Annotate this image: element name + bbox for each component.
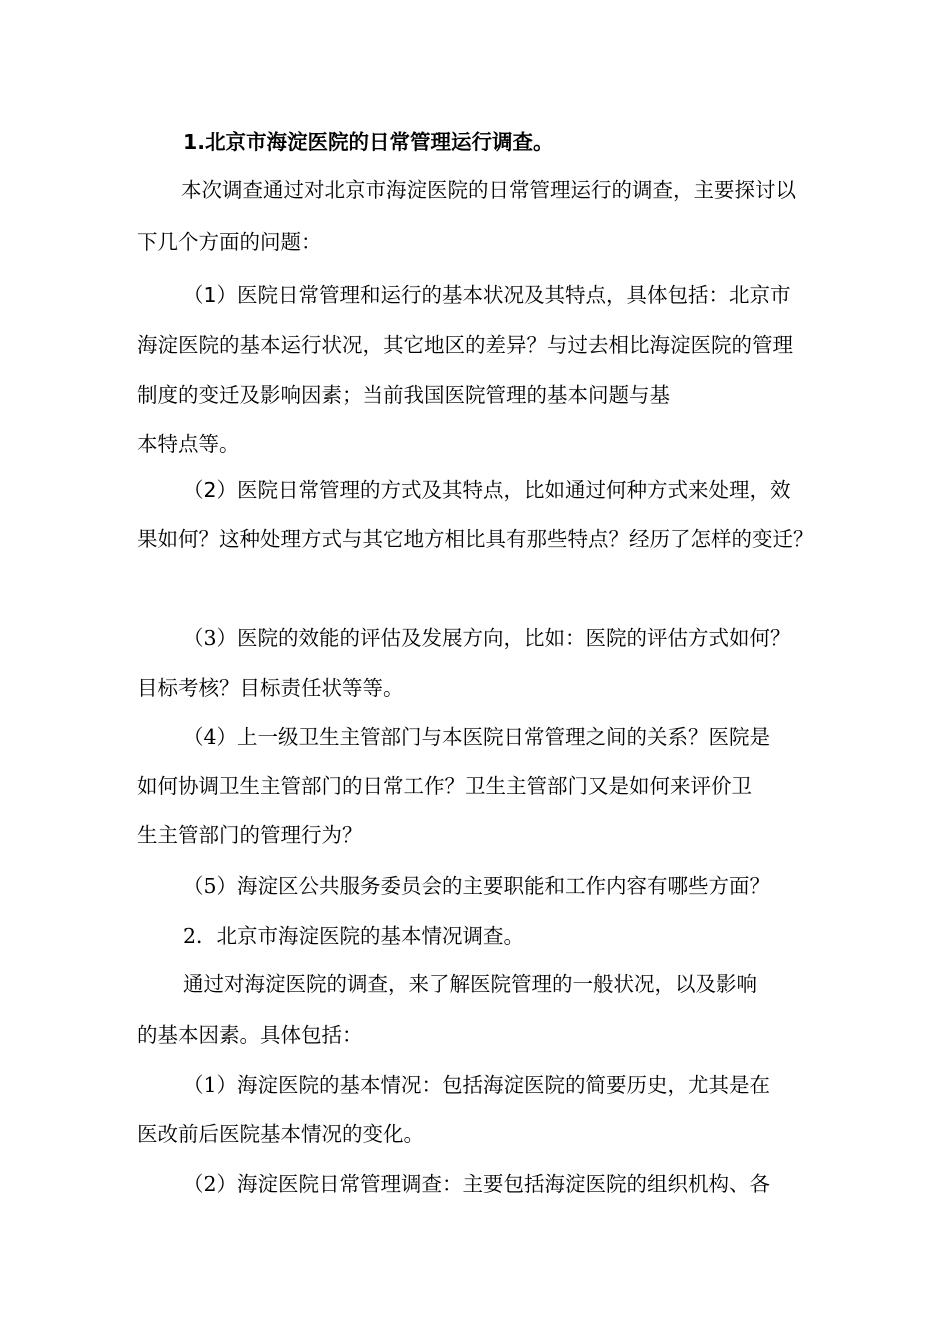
list-item-3-line: 目标考核？目标责任状等等。	[137, 676, 404, 700]
list-item-1-line: 海淀医院的基本运行状况，其它地区的差异？与过去相比海淀医院的管理	[137, 333, 793, 357]
paragraph-line: 的基本因素。具体包括：	[137, 1023, 363, 1047]
list-item-1-line: 本特点等。	[137, 432, 240, 456]
list-item-2-line: （2）医院日常管理的方式及其特点，比如通过何种方式来处理，效	[183, 478, 791, 502]
list-item-4-line: 生主管部门的管理行为？	[137, 823, 363, 847]
sublist-item-2-line: （2）海淀医院日常管理调查：主要包括海淀医院的组织机构、各	[183, 1172, 771, 1196]
sublist-item-1-line: （1）海淀医院的基本情况：包括海淀医院的简要历史，尤其是在	[183, 1073, 771, 1097]
list-item-5-line: （5）海淀区公共服务委员会的主要职能和工作内容有哪些方面？	[183, 874, 771, 898]
section-heading-2: 2．北京市海淀医院的基本情况调查。	[183, 924, 525, 948]
sublist-item-1-line: 医改前后医院基本情况的变化。	[137, 1122, 424, 1146]
list-item-2-line: 果如何？这种处理方式与其它地方相比具有那些特点？经历了怎样的变迁？	[137, 527, 814, 551]
section-heading-1: 1.北京市海淀医院的日常管理运行调查。	[183, 130, 554, 154]
list-item-1-line: 制度的变迁及影响因素；当前我国医院管理的基本问题与基	[137, 383, 670, 407]
list-item-3-line: （3）医院的效能的评估及发展方向，比如：医院的评估方式如何？	[183, 626, 791, 650]
list-item-4-line: （4）上一级卫生主管部门与本医院日常管理之间的关系？医院是	[183, 725, 771, 749]
list-item-4-line: 如何协调卫生主管部门的日常工作？卫生主管部门又是如何来评价卫	[137, 774, 752, 798]
paragraph-line: 下几个方面的问题：	[137, 230, 322, 254]
paragraph-line: 本次调查通过对北京市海淀医院的日常管理运行的调查，主要探讨以	[181, 178, 796, 202]
paragraph-line: 通过对海淀医院的调查，来了解医院管理的一般状况，以及影响	[183, 972, 757, 996]
list-item-1-line: （1）医院日常管理和运行的基本状况及其特点，具体包括：北京市	[183, 283, 791, 307]
